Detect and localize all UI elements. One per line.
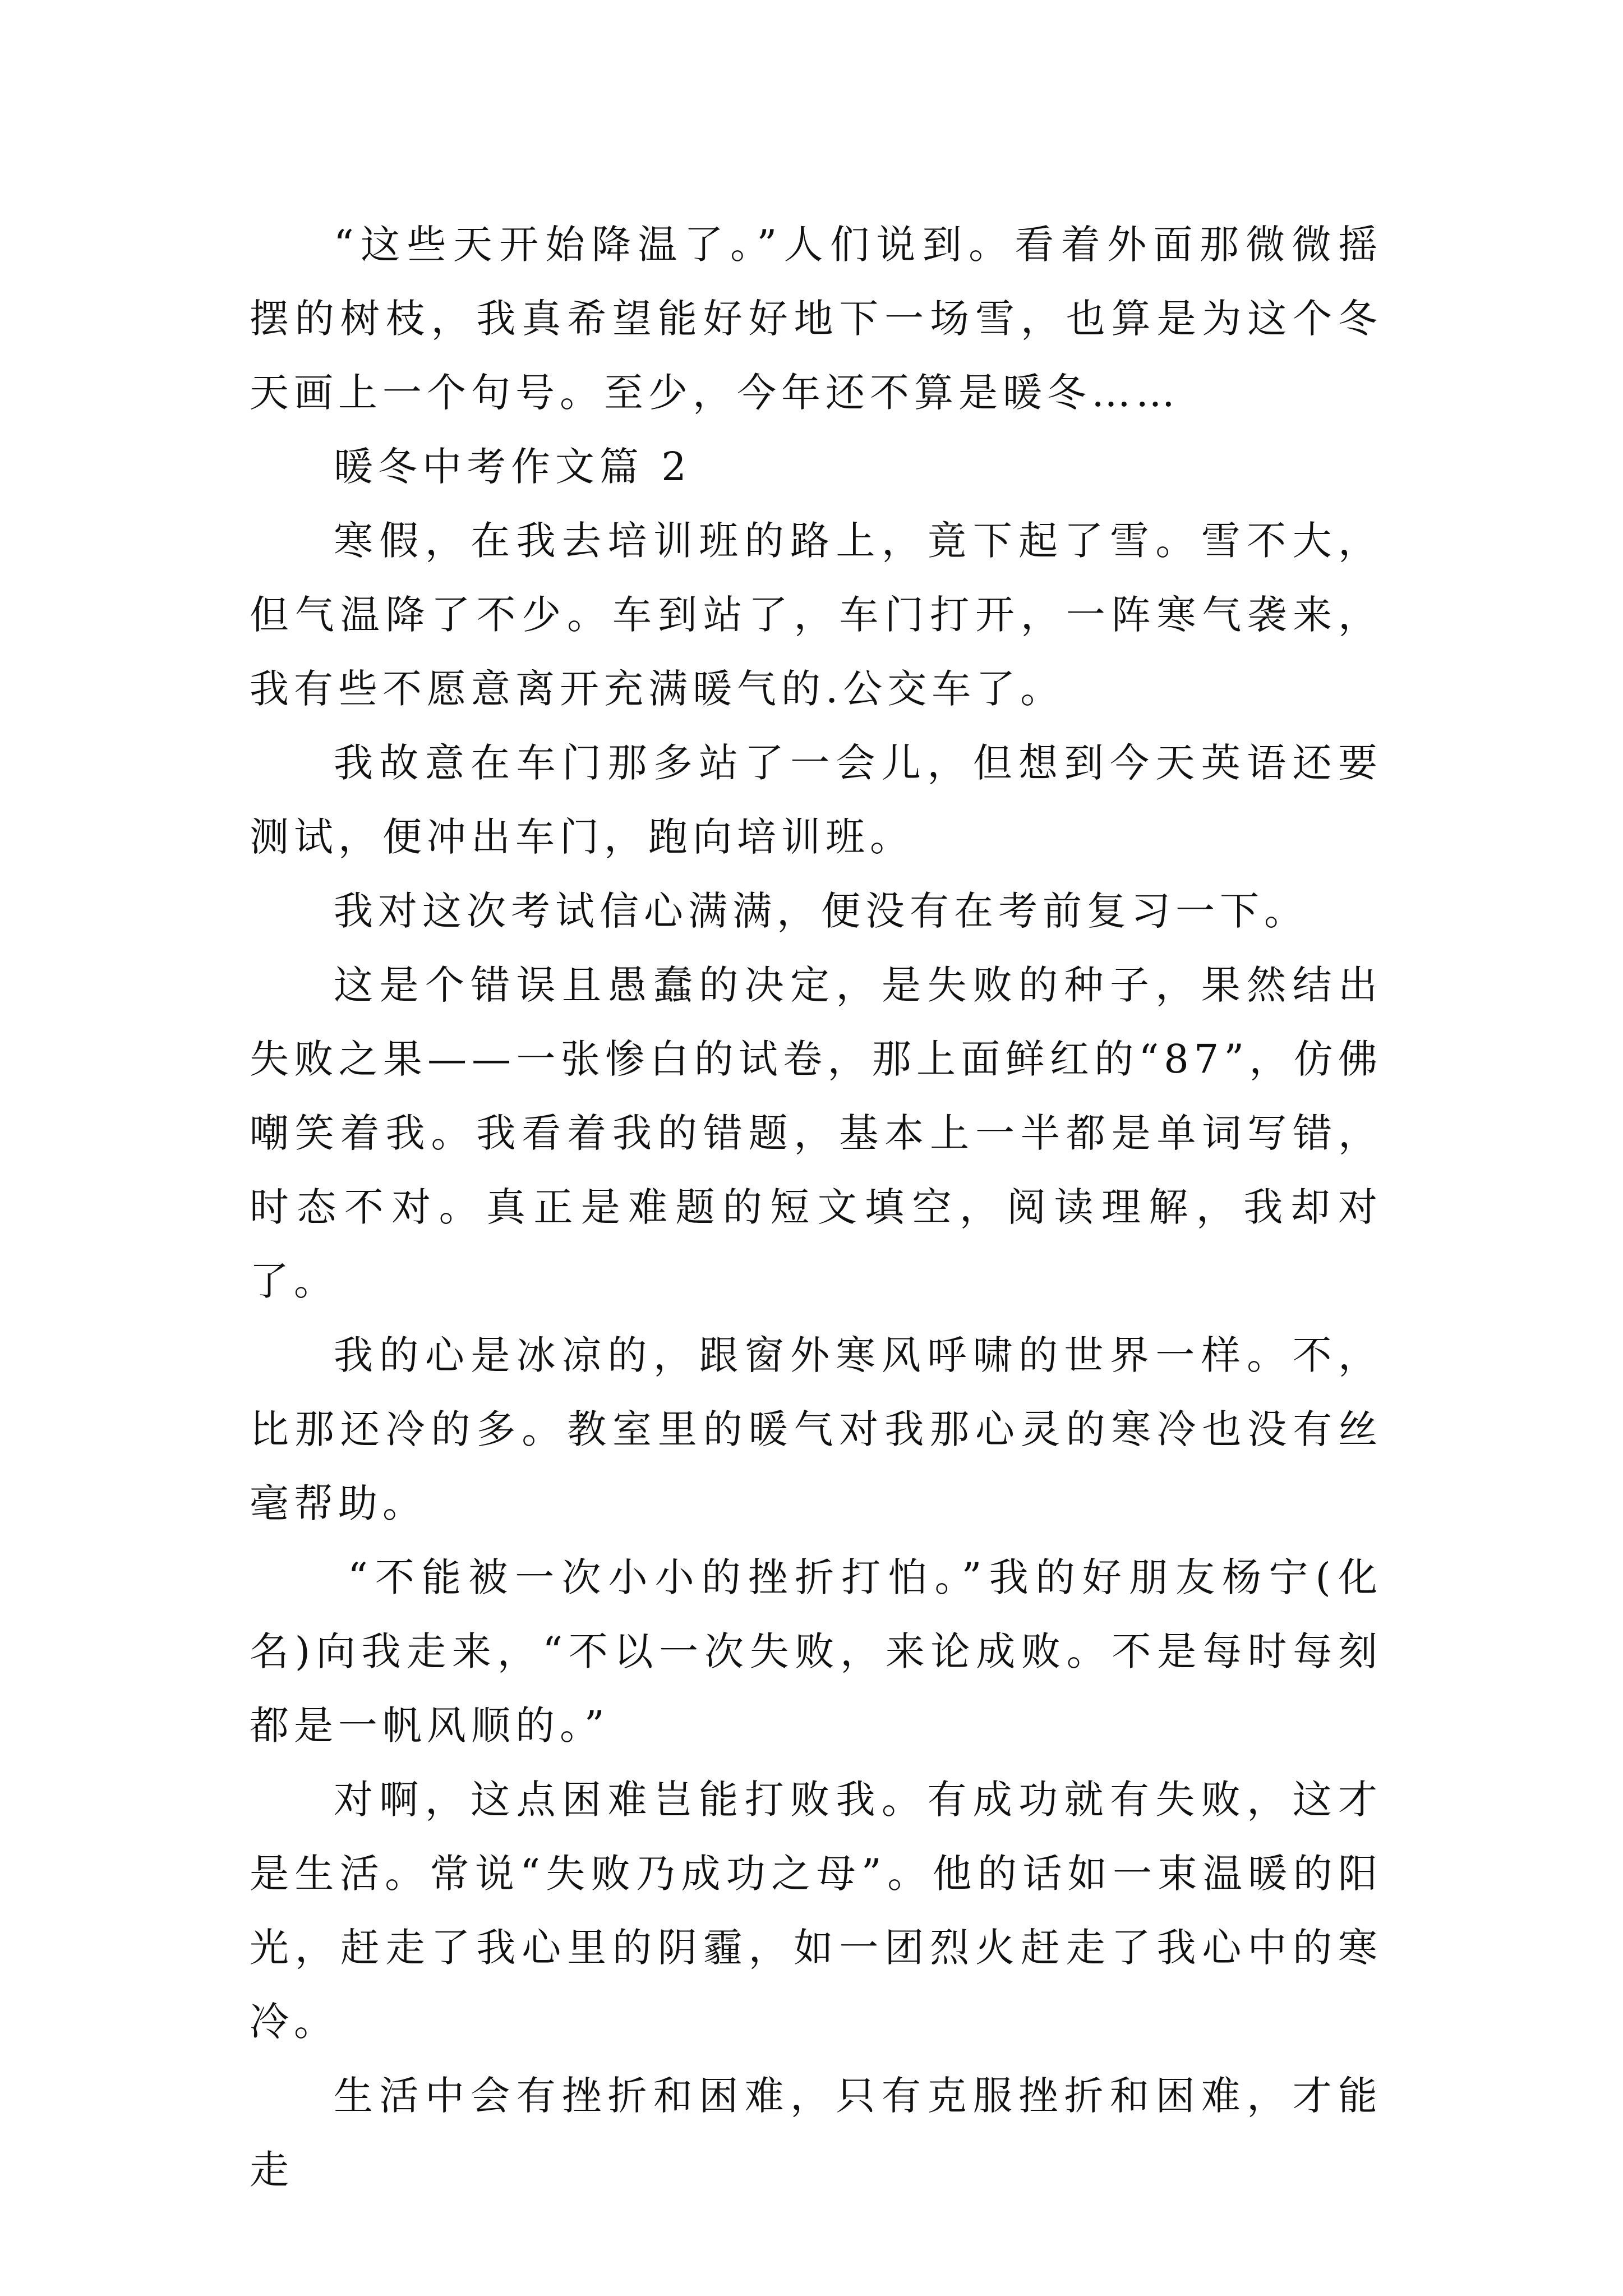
paragraph-9: 生活中会有挫折和困难，只有克服挫折和困难，才能走 [250, 2073, 1382, 2193]
paragraph-8: 对啊，这点困难岂能打败我。有成功就有失败，这才是生活。常说“失败乃成功之母”。他的话如一束温暖的阳光，赶走了我心里的阴霾，如一团烈火赶走了我心中的寒冷。 [250, 1777, 1382, 2045]
paragraph-7: “不能被一次小小的挫折打怕。”我的好朋友杨宁(化名)向我走来，“不以一次失败，来论成败。不是每时每刻都是一帆风顺的。” [250, 1554, 1382, 1749]
paragraph-1: “这些天开始降温了。”人们说到。看着外面那微微摇摆的树枝，我真希望能好好地下一场雪，也算是为这个冬天画上一个句号。至少，今年还不算是暖冬…… [250, 222, 1382, 416]
paragraph-6: 我的心是冰凉的，跟窗外寒风呼啸的世界一样。不，比那还冷的多。教室里的暖气对我那心灵的寒冷也没有丝毫帮助。 [250, 1332, 1382, 1526]
paragraph-2: 寒假，在我去培训班的路上，竟下起了雪。雪不大，但气温降了不少。车到站了，车门打开，一阵寒气袭来，我有些不愿意离开充满暖气的.公交车了。 [250, 518, 1382, 712]
paragraph-3: 我故意在车门那多站了一会儿，但想到今天英语还要测试，便冲出车门，跑向培训班。 [250, 740, 1382, 860]
paragraph-4: 我对这次考试信心满满，便没有在考前复习一下。 [334, 888, 1308, 934]
paragraph-5: 这是个错误且愚蠢的决定，是失败的种子，果然结出失败之果——一张惨白的试卷，那上面鲜红的“87”，仿佛嘲笑着我。我看着我的错题，基本上一半都是单词写错，时态不对。真正是难题的短文填空，阅读理解，我却对了。 [250, 962, 1382, 1304]
essay-section-heading: 暖冬中考作文篇 2 [334, 444, 691, 490]
essay-body [250, 208, 1382, 2207]
